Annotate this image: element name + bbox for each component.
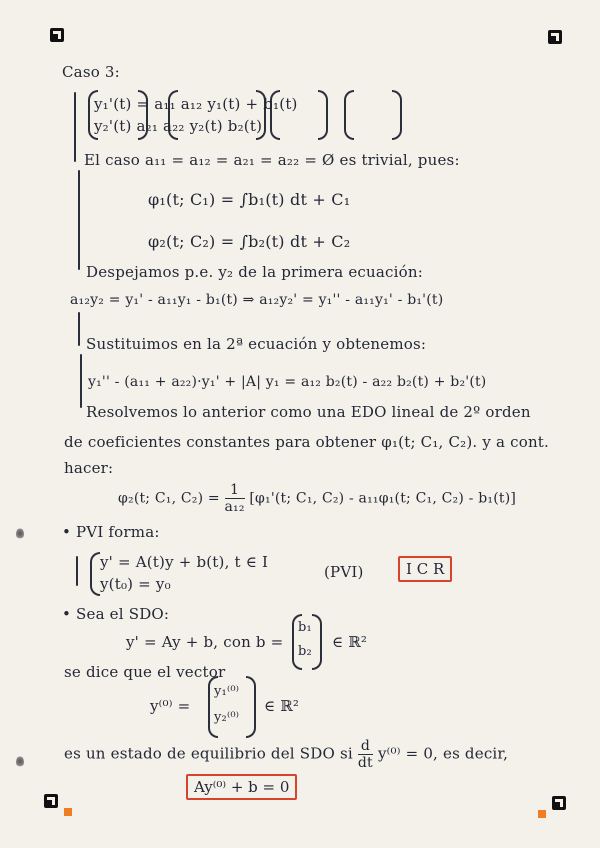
corner-marker-top-right xyxy=(548,30,562,44)
equation: φ₁(t; C₁) = ∫b₁(t) dt + C₁ xyxy=(148,190,351,209)
brace-line xyxy=(78,170,80,270)
corner-marker-top-left xyxy=(50,28,64,42)
final-equation-box: Ay⁽⁰⁾ + b = 0 xyxy=(186,774,297,800)
text-line: se dice que el vector xyxy=(64,663,226,681)
system-bracket xyxy=(90,552,100,596)
matrix-bracket xyxy=(318,90,328,140)
system-row-1: y₁'(t) = a₁₁ a₁₂ y₁(t) + b₁(t) xyxy=(94,95,298,113)
derivative-fraction xyxy=(358,738,373,771)
text-line: Sustituimos en la 2ª ecuación y obtenemos: xyxy=(86,335,427,353)
phi2-left: φ₂(t; C₁, C₂) = xyxy=(118,490,225,507)
fraction-numerator: 1 xyxy=(225,482,245,499)
text-line: Resolvemos lo anterior como una EDO lineal de 2º orden xyxy=(86,403,531,421)
pvi-label: (PVI) xyxy=(324,563,364,581)
punch-hole xyxy=(16,756,24,768)
membership: ∈ ℝ² xyxy=(264,697,300,715)
fraction-denominator: a₁₂ xyxy=(224,499,245,515)
equation: y⁽⁰⁾ = xyxy=(150,697,191,715)
orange-marker xyxy=(64,808,72,816)
vector-entry: y₁⁽⁰⁾ xyxy=(214,684,240,699)
vector-entry: b₁ xyxy=(298,620,312,635)
fraction-denominator: dt xyxy=(357,755,373,771)
case-title: Caso 3: xyxy=(62,63,120,81)
equation-phi2 xyxy=(118,482,516,515)
vector-bracket xyxy=(246,676,256,738)
icr-box: I C R xyxy=(398,556,452,582)
matrix-bracket xyxy=(392,90,402,140)
vector-entry: b₂ xyxy=(298,644,312,659)
equation: y' = Ay + b, con b = xyxy=(126,633,284,651)
equation: a₁₂y₂ = y₁' - a₁₁y₁ - b₁(t) ⇒ a₁₂y₂' = y₁'' - a₁₁y₁' - b₁'(t) xyxy=(70,292,444,308)
brace-line xyxy=(76,556,78,586)
brace-line xyxy=(80,354,82,408)
matrix-bracket xyxy=(344,90,354,140)
vector-entry: y₂⁽⁰⁾ xyxy=(214,710,240,725)
fraction xyxy=(225,482,245,515)
punch-hole xyxy=(16,528,24,540)
equation: y(t₀) = y₀ xyxy=(100,575,171,593)
orange-marker xyxy=(538,810,546,818)
corner-marker-bottom-left xyxy=(44,794,58,808)
equilibrium-text-end: y⁽⁰⁾ = 0, es decir, xyxy=(377,744,509,763)
membership: ∈ ℝ² xyxy=(332,633,368,651)
equation: φ₂(t; C₂) = ∫b₂(t) dt + C₂ xyxy=(148,232,351,251)
section-heading: • PVI forma: xyxy=(62,523,160,541)
corner-marker-bottom-right xyxy=(552,796,566,810)
text-line: de coeficientes constantes para obtener φ₁(t; C₁, C₂). y a cont. xyxy=(64,433,550,451)
vector-bracket xyxy=(312,614,322,670)
equation: y₁'' - (a₁₁ + a₂₂)·y₁' + |A| y₁ = a₁₂ b₂(t) - a₂₂ b₂(t) + b₂'(t) xyxy=(88,374,487,390)
system-row-2: y₂'(t) a₂₁ a₂₂ y₂(t) b₂(t) xyxy=(94,117,263,135)
text-line: Despejamos p.e. y₂ de la primera ecuación: xyxy=(86,263,423,281)
phi2-right: [φ₁'(t; C₁, C₂) - a₁₁φ₁(t; C₁, C₂) - b₁(t)] xyxy=(244,490,517,507)
equilibrium-line xyxy=(64,738,508,771)
text-line: El caso a₁₁ = a₁₂ = a₂₁ = a₂₂ = Ø es trivial, pues: xyxy=(84,151,460,169)
section-heading: • Sea el SDO: xyxy=(62,605,170,623)
text-line: hacer: xyxy=(64,459,114,477)
equation: y' = A(t)y + b(t), t ∈ I xyxy=(100,553,269,571)
equilibrium-text: es un estado de equilibrio del SDO si xyxy=(64,744,353,763)
fraction-numerator: d xyxy=(358,738,373,755)
brace-line xyxy=(74,92,76,162)
brace-line xyxy=(78,312,80,346)
